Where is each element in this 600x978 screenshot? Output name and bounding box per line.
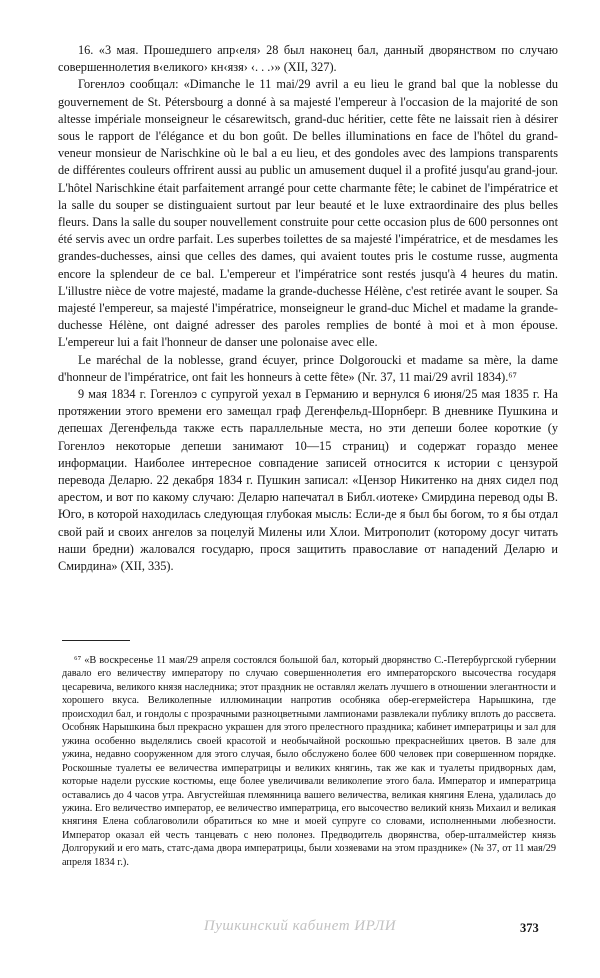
footnote-divider xyxy=(62,640,130,641)
paragraph-quote-ending: Le maréchal de la noblesse, grand écuyer, prince Dolgoroucki et madame sa mère, la dame d'honneur de l'impératrice, ont fait les honneurs à cette fête» (Nr. 37, 11 mai/29 avril 1834).⁶⁷ xyxy=(58,352,558,384)
footnote-text: ⁶⁷ «В воскресенье 11 мая/29 апреля состоялся большой бал, который дворянство С.-Петербургской губернии давало его величеству императору по случаю совершеннолетия его императорского высочества государя цесаревича, великого князя наследника; этот праздник не оставлял желать лучшего в отношении элегантности и хорошего вкуса. Великолепные иллюминации напротив особняка обер-егермейстера Нарышкина, где происходил бал, и гондолы с прозрачными разноцветными лампионами развлекали публику вплоть до рассвета. Особняк Нарышкина был прекрасно украшен для этого прелестного праздника; кабинет императрицы и зал для ужина особенно выделялись своей красотой и необычайной роскошью прекраснейших цветов. В зале для ужина, недавно сооруженном для этого случая, было обслужено более 600 человек при совершенном порядке. Роскошные туалеты ее величества императрицы и великих княгинь, так же как и туалеты придворных дам, которые надели русские костюмы, еще более увеличивали великолепие этого бала. Император и императрица оставались до 4 часов утра. Августейшая племянница вашего величества, великая княгиня Елена, удалилась до ужина. Его величество император, ее величество императрица, его высочество великий князь Михаил и великая княгиня Елена соблаговолили обратиться ко мне и моей супруге со словами, исполненными любезности. Император оказал ей честь танцевать с нею полонез. Предводитель дворянства, обер-шталмейстер князь Долгорукий и его мать, статс-дама двора императрицы, были хозяевами на этом празднике» (№ 37, от 11 мая/29 апреля 1834 г.). xyxy=(62,655,556,868)
watermark: Пушкинский кабинет ИРЛИ xyxy=(203,918,397,934)
page-number: 373 xyxy=(520,921,539,935)
footnote-67 xyxy=(62,654,556,869)
main-text xyxy=(58,42,558,575)
paragraph-note-16: 16. «3 мая. Прошедшего апр‹еля› 28 был наконец бал, данный дворянством по случаю совершеннолетия в‹еликого› кн‹язя› ‹. . .›» (XII, 327). xyxy=(58,43,558,75)
paragraph-delarue-censorship: 9 мая 1834 г. Гогенлоэ с супругой уехал в Германию и вернулся 6 июня/25 мая 1835 г. На протяжении этого времени его замещал граф Дегенфельд-Шорнберг. В дневнике Пушкина и депешах Дегенфельда также есть параллельные места, но эти депеши более короткие (у Гогенлоэ некоторые депеши занимают 10—15 страниц) и содержат гораздо менее информации. Наиболее интересное совпадение записей относится к истории с цензурой перевода Деларю. 22 декабря 1834 г. Пушкин записал: «Цензор Никитенко на днях сидел под арестом, и вот по какому случаю: Деларю напечатал в Библ.‹иотеке› Смирдина перевод оды В. Юго, в которой находилась следующая глубокая мысль: Если-де я был бы богом, то я бы отдал свой рай и своих ангелов за поцелуй Милены или Хлои. Митрополит (которому досуг читать наши бредни) жаловался государю, прося защитить православие от нападений Деларю и Смирдина» (XII, 335). xyxy=(58,387,558,574)
paragraph-hohenlohe-quote: Гогенлоэ сообщал: «Dimanche le 11 mai/29 avril a eu lieu le grand bal que la noblesse du gouvernement de St. Pétersbourg a donné à sa majesté l'empereur à l'occasion de la majorité de son altesse impériale monseigneur le césarewitsch, grand-duc héritier, cette fête ne laissait rien à désirer sous le rapport de l'élégance et du bon goût. De belles illuminations en face de l'hôtel du grand-veneur monsieur de Narischkine où le bal a eu lieu, et des gondoles avec des lampions transparents de différentes couleurs offrirent aussi au public un amusement duquel il a profité jusqu'au grand-jour. L'hôtel Narischkine était parfaitement arrangé pour cette charmante fête; le cabinet de l'impératrice et la salle du souper se distinguaient surtout par leur beauté et le luxe extraordinaire des plus belles fleurs. Dans la salle du souper nouvellement construite pour cette occasion plus de 600 personnes ont été servis avec un ordre parfait. Les superbes toilettes de sa majesté l'impératrice, et de mesdames les grandes-duchesses, ainsi que celles des dames, qui avaient toutes pris le costume russe, augmenta encore la splendeur de ce bal. L'empereur et l'impératrice sont restés jusqu'à 4 heures du matin. L'illustre nièce de votre majesté, madame la grande-duchesse Hélène, c'est retirée avant le souper. Sa majesté l'empereur, sa majesté l'impératrice, monseigneur le grand-duc Michel et madame la grande-duchesse Hélène, ont daigné adresser des paroles remplies de bonté à moi et à mon épouse. L'empereur lui a fait l'honneur de danser une polonaise avec elle. xyxy=(58,77,558,350)
